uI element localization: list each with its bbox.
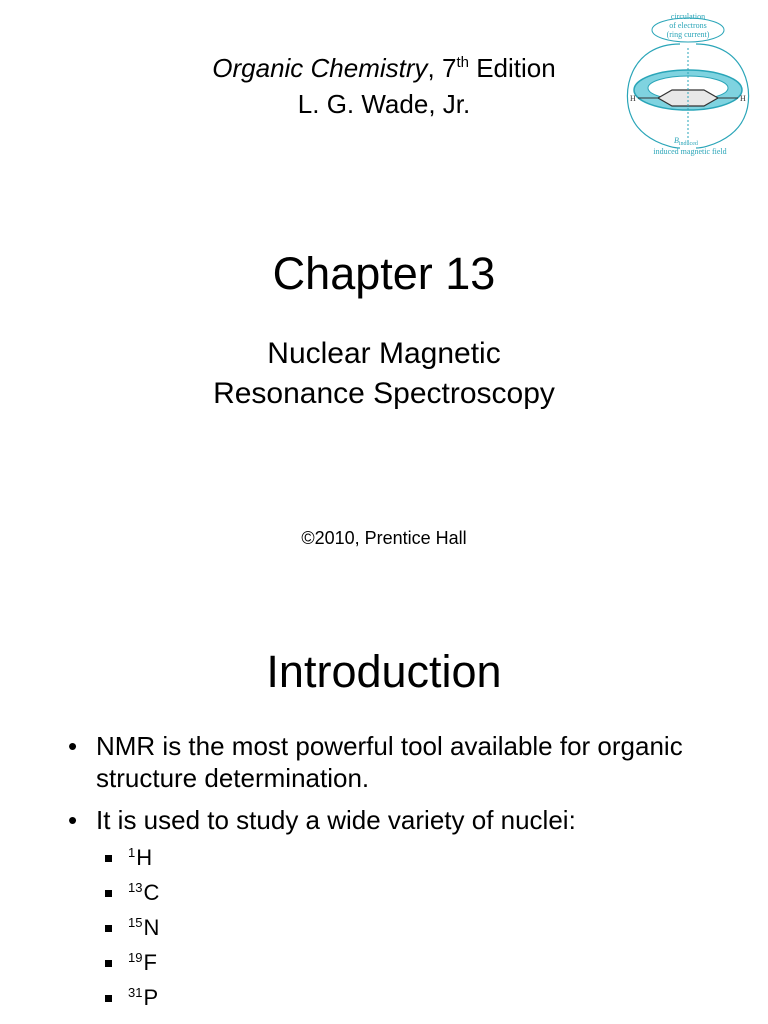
- bullet-text: NMR is the most powerful tool available for organic structure determination.: [96, 731, 683, 793]
- figure-label-line3: (ring current): [666, 30, 710, 39]
- subtitle-line1: Nuclear Magnetic: [267, 337, 501, 370]
- nuclei-list: [100, 844, 400, 1019]
- mass-number: 13: [128, 880, 143, 895]
- nucleus-item: [100, 914, 400, 942]
- hydrogen-right: H: [740, 94, 746, 103]
- nucleus-item: [100, 984, 400, 1012]
- b-symbol: B: [674, 136, 679, 145]
- mass-number: 31: [128, 985, 143, 1000]
- bullet-icon: •: [68, 805, 78, 835]
- bullet-item: [60, 804, 740, 836]
- square-bullet-icon: [105, 995, 112, 1002]
- introduction-slide: [0, 600, 768, 1024]
- bullet-icon: •: [68, 731, 78, 761]
- bullet-item: [60, 730, 740, 794]
- figure-label-line1: circulation: [670, 12, 706, 21]
- author: L. G. Wade, Jr.: [297, 89, 471, 119]
- bullet-list: [60, 730, 740, 846]
- element-symbol: P: [143, 985, 159, 1010]
- figure-label-line2: of electrons: [669, 21, 707, 30]
- chapter-title: Chapter 13: [272, 248, 496, 299]
- mass-number: 19: [128, 950, 143, 965]
- field-label: induced magnetic field: [653, 147, 727, 156]
- book-name: Organic Chemistry: [212, 53, 428, 83]
- square-bullet-icon: [105, 960, 112, 967]
- copyright: ©2010, Prentice Hall: [301, 528, 467, 548]
- slide-title: Introduction: [266, 646, 502, 697]
- subtitle-line2: Resonance Spectroscopy: [213, 377, 555, 410]
- square-bullet-icon: [105, 925, 112, 932]
- nucleus-item: [100, 844, 400, 872]
- ring-current-figure: [620, 8, 768, 160]
- edition-superscript: th: [456, 54, 469, 71]
- b-induced-label: [674, 136, 698, 147]
- element-symbol: C: [143, 880, 160, 905]
- element-symbol: H: [136, 845, 153, 870]
- edition-prefix: , 7: [427, 53, 457, 83]
- b-subscript: induced: [678, 141, 698, 147]
- chapter-subtitle: [0, 334, 768, 414]
- element-symbol: F: [143, 950, 157, 975]
- hydrogen-left: H: [630, 94, 636, 103]
- mass-number: 15: [128, 915, 143, 930]
- mass-number: 1: [128, 845, 136, 860]
- nucleus-item: [100, 949, 400, 977]
- square-bullet-icon: [105, 890, 112, 897]
- edition-suffix: Edition: [468, 53, 556, 83]
- nucleus-item: [100, 879, 400, 907]
- element-symbol: N: [143, 915, 160, 940]
- bullet-text: It is used to study a wide variety of nuclei:: [96, 805, 576, 835]
- square-bullet-icon: [105, 855, 112, 862]
